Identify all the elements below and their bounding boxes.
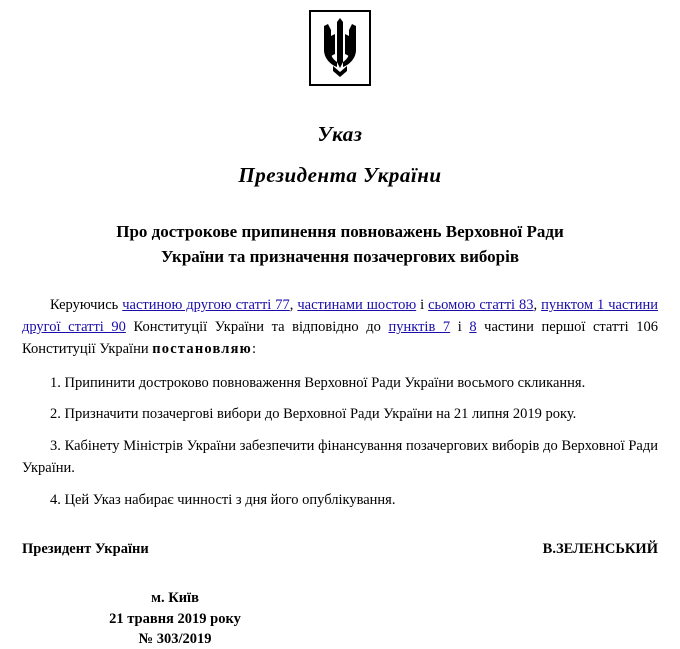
document-title-line-2: Президента України [238, 163, 442, 187]
decree-item-2: 2. Призначити позачергові вибори до Верховної Ради України на 21 липня 2019 року. [50, 406, 577, 423]
preamble-colon: : [251, 340, 256, 357]
decree-item-4: 4. Цей Указ набирає чинності з дня його опублікування. [50, 491, 396, 508]
preamble-middle: Конституції України та відповідно до [125, 319, 389, 336]
preamble-sep-1: , [289, 297, 298, 314]
footer-number: № 303/2019 [138, 630, 212, 647]
ukraine-trident-emblem-icon [309, 10, 371, 86]
preamble-paragraph [22, 295, 658, 360]
document-footer [14, 588, 666, 649]
link-article-106-item-8[interactable]: 8 [469, 319, 477, 336]
link-article-83-part-7[interactable]: сьомою статті 83 [428, 297, 534, 314]
decree-item-3: 3. Кабінету Міністрів України забезпечити фінансування позачергових виборів до Верховної Ради України. [22, 438, 658, 476]
link-article-90[interactable]: пунктом 1 частини другої статті 90 [22, 297, 659, 336]
document-title-line-1: Указ [317, 122, 363, 146]
preamble-prefix: Керуючись [50, 297, 123, 314]
preamble-sep-3: , [533, 297, 542, 314]
document-body [14, 295, 666, 511]
preamble-sep-2: і [416, 297, 429, 314]
document-subject-line-2: України та призначення позачергових виборів [160, 246, 520, 266]
emblem-container [14, 0, 666, 96]
footer-date: 21 травня 2019 року [109, 610, 241, 627]
document-title-block [14, 122, 666, 188]
link-article-83-part-6[interactable]: частинами шостою [297, 297, 417, 314]
preamble-sep-4: і [450, 319, 470, 336]
preamble-decree-word: постановляю [152, 340, 252, 357]
link-article-106-item-7[interactable]: пунктів 7 [388, 319, 451, 336]
signature-row [14, 541, 666, 558]
preamble-tail: частини першої статті 106 Конституції України [22, 319, 659, 357]
document-subject-line-1: Про дострокове припинення повноважень Верховної Ради [116, 222, 564, 241]
document-subject [14, 220, 666, 269]
footer-city: м. Київ [151, 590, 199, 607]
decree-item-1: 1. Припинити достроково повноваження Верховної Ради України восьмого скликання. [50, 374, 586, 391]
link-article-77[interactable]: частиною другою статті 77 [122, 297, 290, 314]
signatory-role: Президент України [22, 541, 149, 558]
signatory-name: В.ЗЕЛЕНСЬКИЙ [542, 541, 658, 558]
